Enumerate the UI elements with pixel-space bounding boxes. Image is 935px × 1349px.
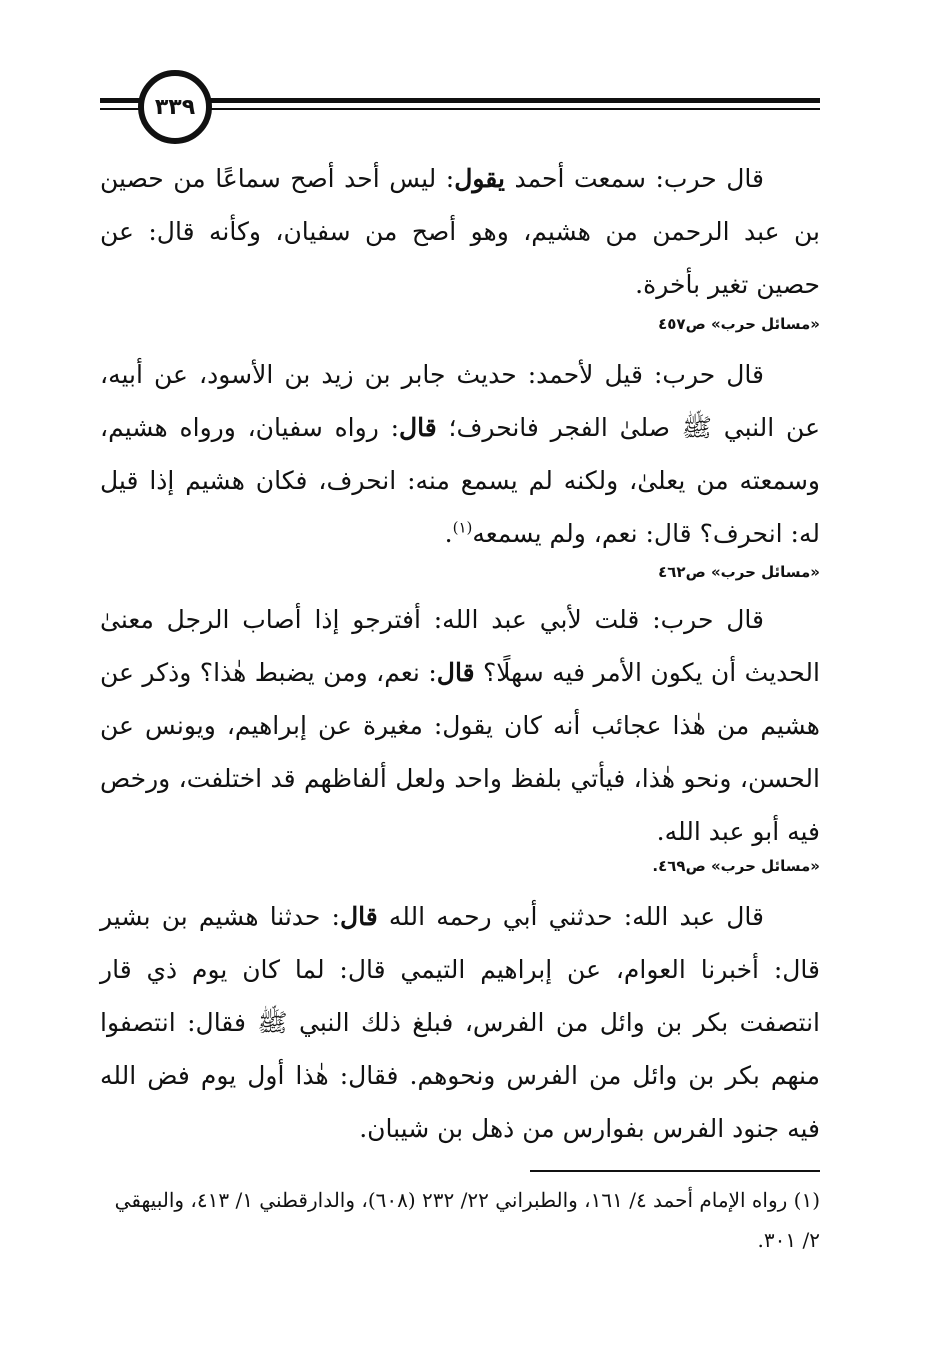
paragraph-1-bold: يقول	[454, 164, 505, 193]
source-citation-3: «مسائل حرب» ص٤٦٩.	[652, 857, 820, 875]
page-number-badge	[138, 70, 212, 144]
paragraph-2-tail: .	[444, 519, 453, 548]
source-citation-1: «مسائل حرب» ص٤٥٧	[658, 315, 820, 333]
paragraph-2-lead: قال حرب: قيل لأحمد: حديث جابر بن زيد بن الأسود، عن أبيه، عن النبي ﷺ صلىٰ الفجر فانحرف؛	[100, 360, 820, 442]
footnote-reference[interactable]: (١)	[452, 518, 473, 537]
page-header	[100, 70, 820, 140]
paragraph-3	[100, 593, 820, 858]
paragraph-2	[100, 348, 820, 560]
paragraph-1-lead: قال حرب: سمعت أحمد	[504, 164, 764, 193]
paragraph-1	[100, 152, 820, 311]
footnote	[100, 1180, 820, 1260]
footnote-text: رواه الإمام أحمد ٤/ ١٦١، والطبراني ٢٢/ ٢٣٢ (٦٠٨)، والدارقطني ١/ ٤١٣، والبيهقي ٢/ ٣٠١.	[114, 1188, 820, 1252]
footnote-divider	[530, 1170, 820, 1172]
paragraph-4	[100, 890, 820, 1155]
paragraph-4-lead: قال عبد الله: حدثني أبي رحمه الله	[377, 902, 764, 931]
paragraph-1-rest: : ليس أحد أصح سماعًا من حصين بن عبد الرحمن من هشيم، وهو أصح من سفيان، وكأنه قال: عن حصين تغير بأخرة.	[100, 164, 820, 299]
paragraph-3-bold: قال	[436, 658, 475, 687]
paragraph-2-bold: قال	[399, 413, 437, 442]
source-citation-2: «مسائل حرب» ص٤٦٢	[658, 563, 820, 581]
paragraph-3-rest: : نعم، ومن يضبط هٰذا؟ وذكر عن هشيم من هٰذا عجائب أنه كان يقول: مغيرة عن إبراهيم، ويونس عن الحسن، ونحو هٰذا، فيأتي بلفظ واحد ولعل ألفاظهم قد اختلفت، ورخص فيه أبو عبد الله.	[100, 658, 820, 846]
paragraph-3-lead: قال حرب: قلت لأبي عبد الله: أفترجو إذا أصاب الرجل معنىٰ الحديث أن يكون الأمر فيه سهلًا؟	[100, 605, 820, 687]
footnote-mark: (١)	[793, 1188, 820, 1212]
page-number: ٣٣٩	[154, 94, 196, 120]
paragraph-4-bold: قال	[339, 902, 378, 931]
paragraph-4-rest: : حدثنا هشيم بن بشير قال: أخبرنا العوام، عن إبراهيم التيمي قال: لما كان يوم ذي قار انتصفت بكر بن وائل من الفرس، فبلغ ذلك النبي ﷺ فقال: انتصفوا منهم بكر بن وائل من الفرس ونحوهم. فقال: هٰذا أول يوم فض الله فيه جنود الفرس بفوارس من ذهل بن شيبان.	[100, 902, 820, 1143]
paragraph-2-rest: : رواه سفيان، ورواه هشيم، وسمعته من يعلىٰ، ولكنه لم يسمع منه: انحرف، فكان هشيم إذا قيل له: انحرف؟ قال: نعم، ولم يسمعه	[100, 413, 820, 548]
